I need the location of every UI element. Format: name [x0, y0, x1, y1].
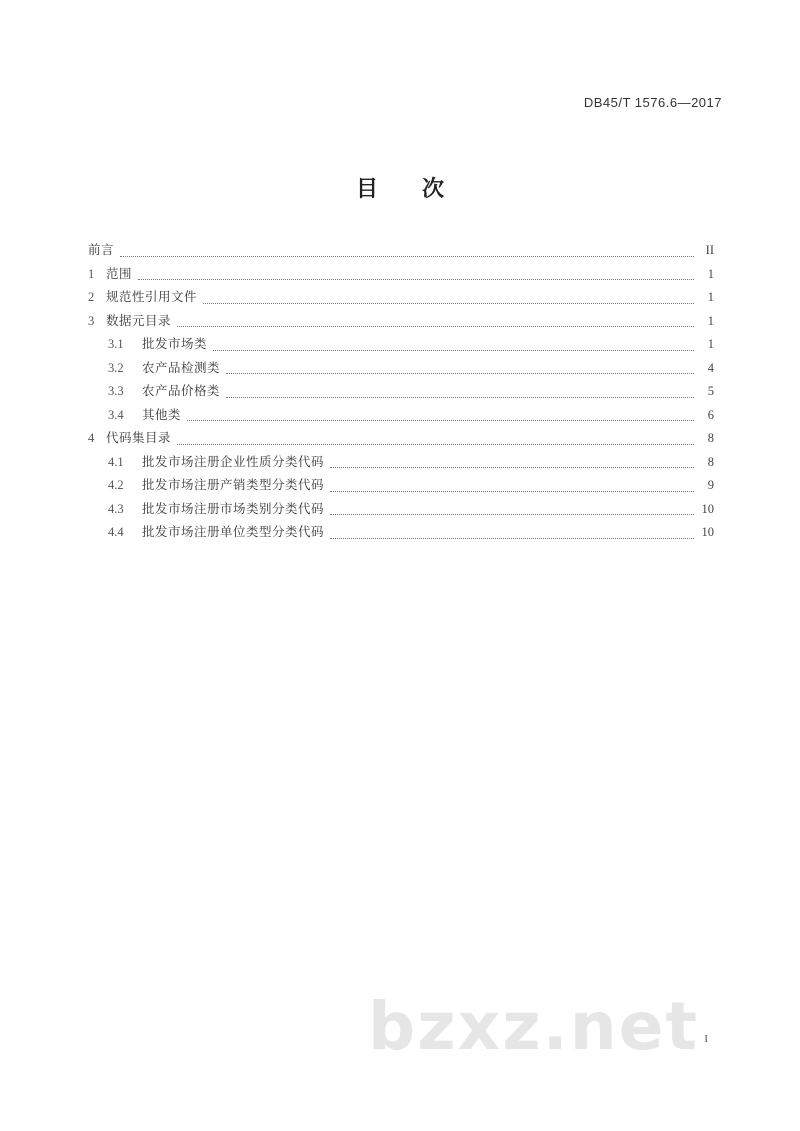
page-title — [0, 172, 800, 203]
toc-entry-page: 4 — [707, 360, 714, 375]
toc-entry-number: 3.3 — [108, 384, 124, 398]
toc-leader-dots — [330, 491, 694, 492]
toc-entry-2[interactable] — [88, 287, 714, 311]
toc-entry-label: 数据元目录 — [106, 312, 172, 328]
toc-entry-3-2[interactable] — [88, 358, 714, 382]
toc-entry-label: 批发市场注册企业性质分类代码 — [142, 453, 325, 469]
toc-entry-page: 8 — [707, 431, 714, 445]
toc-entry-number: 4.2 — [108, 478, 124, 492]
toc-entry-page: 1 — [707, 337, 714, 351]
toc-entry-3[interactable] — [88, 311, 714, 335]
toc-leader-dots — [203, 303, 694, 304]
toc-entry-label: 代码集目录 — [106, 430, 172, 445]
toc-entry-4-1[interactable] — [88, 452, 714, 476]
toc-entry-page: 6 — [707, 407, 714, 422]
toc-entry-4-3[interactable] — [88, 499, 714, 523]
toc-entry-number: 4.3 — [108, 501, 124, 516]
toc-entry-label: 其他类 — [142, 406, 182, 422]
toc-entry-number: 4.1 — [108, 454, 124, 469]
toc-leader-dots — [330, 467, 694, 468]
toc-entry-label: 批发市场注册单位类型分类代码 — [142, 524, 325, 539]
toc-entry-page: II — [705, 243, 714, 257]
toc-leader-dots — [187, 420, 694, 421]
toc-entry-number: 3.4 — [108, 407, 124, 422]
toc-leader-dots — [226, 397, 694, 398]
toc-entry-page: 10 — [701, 525, 714, 539]
toc-entry-label: 农产品价格类 — [142, 383, 221, 398]
toc-entry-1[interactable] — [88, 264, 714, 288]
toc-entry-page: 1 — [707, 313, 714, 328]
toc-leader-dots — [120, 256, 694, 257]
title-char-2: 次 — [422, 177, 445, 202]
toc-entry-page: 1 — [707, 266, 714, 281]
toc-entry-3-3[interactable] — [88, 381, 714, 405]
toc-entry-foreword[interactable] — [88, 240, 714, 264]
toc-leader-dots — [177, 444, 694, 445]
toc-entry-page: 5 — [707, 384, 714, 398]
toc-entry-3-1[interactable] — [88, 334, 714, 358]
table-of-contents — [88, 240, 714, 546]
toc-entry-label: 前言 — [88, 242, 115, 257]
toc-entry-4-4[interactable] — [88, 522, 714, 546]
document-code: DB45/T 1576.6—2017 — [583, 95, 722, 110]
toc-entry-number: 2 — [88, 290, 95, 304]
toc-entry-number: 1 — [88, 266, 95, 281]
toc-leader-dots — [213, 350, 694, 351]
toc-entry-page: 1 — [707, 290, 714, 304]
toc-entry-label: 范围 — [106, 265, 133, 281]
toc-leader-dots — [177, 326, 694, 327]
toc-entry-3-4[interactable] — [88, 405, 714, 429]
page-number: I — [704, 1033, 708, 1045]
toc-entry-label: 批发市场注册产销类型分类代码 — [142, 477, 325, 492]
toc-entry-number: 4 — [88, 431, 95, 445]
toc-leader-dots — [330, 514, 694, 515]
watermark: bzxz.net — [368, 988, 700, 1065]
toc-entry-label: 农产品检测类 — [142, 359, 221, 375]
toc-leader-dots — [138, 279, 694, 280]
toc-entry-4-2[interactable] — [88, 475, 714, 499]
toc-entry-number: 4.4 — [108, 525, 124, 539]
toc-leader-dots — [330, 538, 694, 539]
toc-entry-page: 10 — [701, 501, 714, 516]
toc-leader-dots — [226, 373, 694, 374]
toc-entry-number: 3.2 — [108, 360, 124, 375]
toc-entry-page: 8 — [707, 454, 714, 469]
toc-entry-number: 3.1 — [108, 337, 124, 351]
toc-entry-number: 3 — [88, 313, 95, 328]
title-char-1: 目 — [355, 177, 378, 202]
toc-entry-label: 批发市场注册市场类别分类代码 — [142, 500, 325, 516]
toc-entry-4[interactable] — [88, 428, 714, 452]
toc-entry-page: 9 — [707, 478, 714, 492]
toc-entry-label: 规范性引用文件 — [106, 289, 198, 304]
toc-entry-label: 批发市场类 — [142, 336, 208, 351]
